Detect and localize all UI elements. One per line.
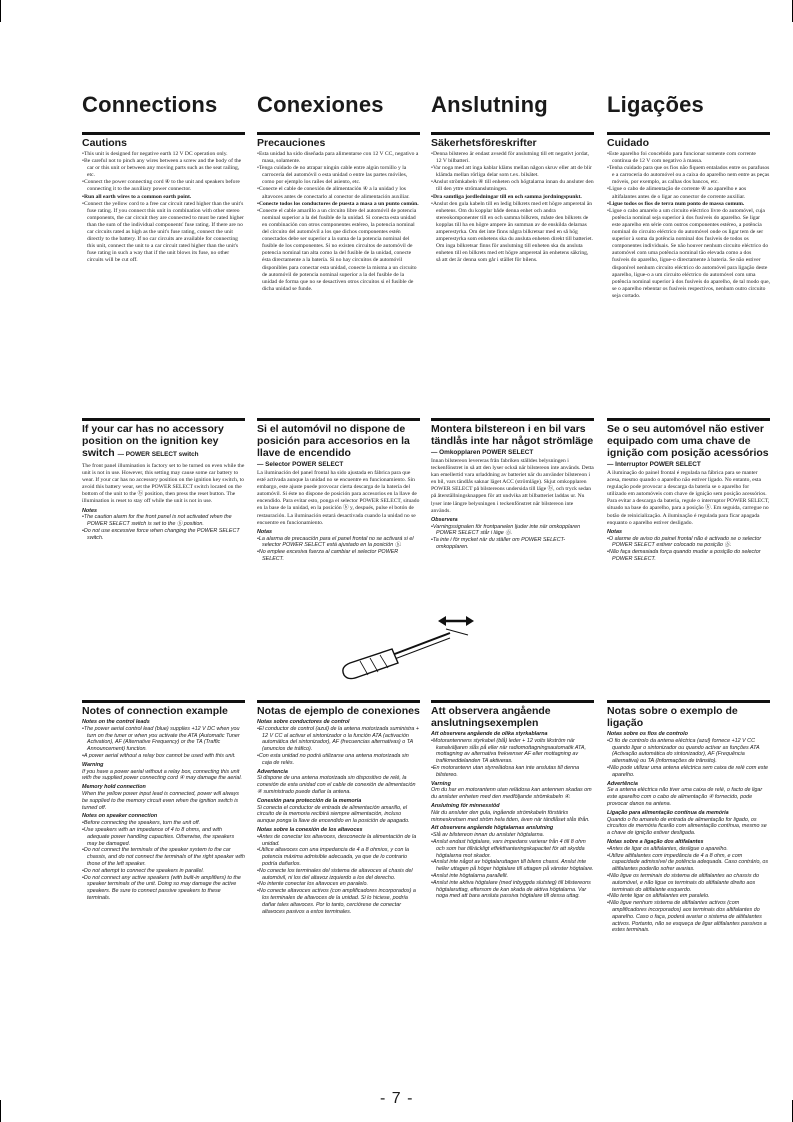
list-item: • Var noga med att inga kablar kläms mellan någon skruv eller att de blir klämda mellan rörliga delar som t.ex. bilsätet. [431,165,594,179]
block-text: Se a antena eléctrica não tiver uma caixa de relé, o facto de ligar este aparelho com o cabo de alimentação ④ fornecido, pode provocar danos na antena. [607,787,763,807]
section-heading: Se o seu automóvel não estiver equipado com uma chave de ignição com posição acessórios [607,423,769,459]
list-item: • Tenga cuidado de no atrapar ningún cable entre algún tornillo y la carrocería del automóvil o esta unidad o entre las partes móviles, como por ejemplo los raíles del asiento, etc. [257,165,420,186]
list-item: • Run all earth wires to a common earth point. [82,194,245,201]
note-item: • El conductor de control (azul) de la antena motorizada suministra + 12 V CC al activar el sintonizador o la función ATA (activación automática del sintonizador), AF (frecuencias alternativas) o TA (anuncios de tráfico). [257,726,420,753]
list-item: • Ligue o cabo de alimentação de corrente ④ ao aparelho e aos altifalantes antes de o ligar ao conector de corrente auxiliar. [607,186,770,200]
switch-arrow-icon [438,616,474,635]
note-item: • La alarma de precaución para el panel frontal no se activará si el selector POWER SELECT está ajustado en la posición ⓑ. [257,536,420,550]
block-heading: Advertência [607,780,638,787]
notes-label: Notas [257,528,272,535]
acc-pt [607,418,770,563]
list-item: • Tenha cuidado para que os fios não fiquem entalados entre os parafusos e a carroceria do automóvel ou a caixa do aparelho nem entre as peças móveis, por exemplo, as calhas dos bancos, etc. [607,165,770,186]
body-text: La iluminación del panel frontal ha sido ajustada en fábrica para que esté activada aunque la unidad no se encuentre en funcionamiento. Sin embargo, este ajuste puede provocar cierta descarga de la batería del automóvil. Si éste no dispone de posición para accesorios en la llave de encendido. Para evitar esto, ponga el selector POWER SELECT, situado en la base de la unidad, en la posición ⓑ y, después, pulse el botón de restauración. La iluminación estará desactivada cuando la unidad no se encuentre en funcionamiento. [257,470,420,526]
note-item: • No emplee excesiva fuerza al cambiar el selector POWER SELECT. [257,549,420,563]
note-item: • Antes de ligar os altifalantes, desligue o aparelho. [607,846,770,853]
list-item: • Connect the power connecting cord ④ to the unit and speakers before connecting it to the auxiliary power connector. [82,179,245,193]
note-item: • No conecte altavoces activos (con amplificadores incorporados) a los terminales de altavoces de la unidad. Si lo hiciese, podría dañar tales altavoces. Por lo tanto, cerciórese de conectar altavoces pasivos a estos terminales. [257,888,420,915]
block-heading: Conexión para protección de la memoria [257,797,362,804]
note-item: • Não tente ligar os altifalantes em paralelo. [607,893,770,900]
body-text: Innan bilstereon levereras från fabriken ställdes belysningen i teckenfönstret in så att den lyser också när bilstereon inte används. Detta kan emellertid vara urladdning av batteriet när du använder bilstereon i en bil, vars tändlås saknar läget ACC (strömläge). Skjut omkopplaren POWER SELECT på bilstereons undersida till läge ⓑ, och tryck sedan på återställningsknappen för att undvika att bilbatteriet laddas ur. Nu lyser inte längre belysningen i teckenfönstret när bilstereon inte används. [431,458,594,514]
note-item: • Utilize altifalantes com impedância de 4 a 8 ohm, e com capacidade admissível de potência adequada. Caso contrário, os altifalantes poderão sofrer avarias. [607,853,770,873]
section-heading: Montera bilstereon i en bil vars tändlås inte har något strömläge [431,423,594,447]
block-heading: Att observera angående de olika styrkablarna [431,731,548,737]
example-sv [431,700,594,900]
crop-mark-bottom-left [0,1100,1,1122]
note-item: • O fio de controlo da antena eléctrica (azul) fornece +12 V CC quando ligar o sintonizador ou quando activar as funções ATA (Activação automática do sintonizador), AF (Frequência alternativa) ou TA (Informações de trânsito). [607,738,770,765]
section-heading: Att observera angående anslutningsexemplen [431,705,551,729]
list-item: • Dra samtliga jordledningar till en och samma jordningspunkt. [431,194,594,201]
note-item: • Anslut inte högtalarna parallellt. [431,873,594,880]
section-rule [607,418,770,421]
list-item: • Ligue todos os fios de terra num ponto de massa comum. [607,201,770,208]
block-heading: Memory hold connection [82,784,146,791]
notes-label: Observera [431,516,458,523]
list-item: • Conecte el cable amarillo a un circuito libre del automóvil de potencia nominal superior a la del fusible de la unidad. Si conecta esta unidad en combinación con otros componentes estéreo, la potencia nominal del circuito del automóvil a los que dichos componentes estén conectados debe ser superior a la suma de la potencia nominal del fusible de los componentes. Si no existen circuitos de automóvil de potencia nominal tan alta como la del fusible de la unidad, conecte ésta directamente a la batería. Si no hay circuitos de automóvil disponibles para conectar esta unidad, conecte la misma a un circuito de automóvil de potencia nominal superior a la del fusible de la unidad de forma que no se desactiven otros circuitos si el fusible de dicha unidad se funde. [257,208,420,293]
section-rule [607,132,770,135]
section-rule [431,700,594,703]
list-item: • Connect the yellow cord to a free car circuit rated higher than the unit's fuse rating. If you connect this unit in combination with other stereo components, the car circuit they are connected to must be rated higher than the sum of the individual components' fuse rating. If there are no car circuits rated as high as the unit's fuse rating, connect the unit directly to the battery. If no car circuits are available for connecting this unit, connect the unit to a car circuit rated higher than the unit's fuse rating in such a way that if the unit blows its fuse, no other circuits will be cut off. [82,201,245,265]
note-item: • Slå av bilstereon innan du ansluter högtalarna. [431,832,594,839]
cautions-es [257,132,420,293]
note-item: • The caution alarm for the front panel is not activated when the POWER SELECT switch is set to the ⓑ position. [82,514,245,528]
section-rule [431,418,594,421]
note-item: • Before connecting the speakers, turn the unit off. [82,820,245,827]
block-text: När du ansluter den gula, ingående strömkabeln förstärks minneskretsen med ström hela tiden, även när tändlåset slås ifrån. [431,809,590,823]
switch-illustration [330,605,480,683]
acc-en [82,418,245,542]
block-heading: Notas sobre os fios de controlo [607,731,688,737]
screwdriver-icon [343,633,450,679]
block-text: Si conecta el conductor de entrada de alimentación amarillo, el circuito de la memoria recibirá siempre alimentación, incluso aunque ponga la llave de encendido en la posición de apagado. [257,804,410,825]
note-item: • Não ligue nenhum sistema de altifalantes activos (com amplificadores incorporados) aos terminais dos altifalantes do aparelho. Caso o faça, poderá avariar o sistema de altifalantes activos. Portanto, não se esqueça de ligar altifalantes passivos a estes terminais. [607,900,770,934]
block-heading: Att observera angående högtalarnas anslutning [431,825,554,832]
heading-text: If your car has no accessory position on the ignition key switch [82,423,224,459]
note-item: • A power aerial without a relay box cannot be used with this unit. [82,753,245,760]
example-en [82,700,245,902]
note-item: • Con esta unidad no podrá utilizarse una antena motorizada sin caja de relés. [257,753,420,767]
section-rule [82,418,245,421]
section-heading: Notas sobre o exemplo de ligação [607,705,738,729]
note-item: • En motorantenn utan styrrelädosa kan inte anslutas till denna bilstereo. [431,765,594,779]
block-text: Quando o fio amarelo de entrada de alimentação for ligado, os circuitos de memória ficarão com alimentação contínua, mesmo se a chave de ignição estiver desligada. [607,816,767,837]
list-item: • Anslut den gula kabeln till en ledig bilkrets med ett högre amperetal än enhetens. Om du kopplar både denna enhet och andra stereokomponenter till en och samma bilkrets, måste den bilkrets de kopplas till ha en högre ampere än summan av de enskilda delarnas amperestyrka. Om det inte finns några bilkretsar med en så hög amperestyrka som enhetens ska du ansluta enheten direkt till batteriet. Om inga bilkretsar finns för anslutning till enheten ska du ansluta enheten till en bilkrets med ett högre amperetal än enhetens säkring, så att det är denna som går i stället för bilens. [431,201,594,265]
note-item: • Anslut inte något av högtalaruttagen till bilens chassi. Anslut inte heller uttagen på höger högtalare till uttagen på vänster högtalare. [431,859,594,873]
note-item: • Do not connect any active speakers (with built-in amplifiers) to the speaker terminals of the unit. Doing so may damage the active speakers. Be sure to connect passive speakers to these terminals. [82,875,245,902]
example-pt [607,700,770,934]
note-item: • Use speakers with an impedance of 4 to 8 ohms, and with adequate power handling capacities. Otherwise, the speakers may be damaged. [82,827,245,847]
section-rule [257,132,420,135]
block-heading: Notes on speaker connection [82,813,158,820]
section-rule [82,132,245,135]
note-item: • O alarme de aviso do painel frontal não é activado se o selector POWER SELECT estiver colocado na posição ⓑ. [607,536,770,550]
list-item: • Be careful not to pinch any wires between a screw and the body of the car or this unit or between any moving parts such as the seat railing, etc. [82,158,245,179]
block-heading: Notes on the control leads [82,719,150,725]
title-connections: Connections [82,92,218,117]
note-item: • Varningssignalen för frontpanelen ljuder inte när omkopplaren POWER SELECT står i läge ⓑ. [431,524,594,538]
crop-mark-top-left [0,0,1,22]
section-heading: Säkerhetsföreskrifter [431,137,537,149]
list-item: • Ligue o cabo amarelo a um circuito eléctrico livre do automóvel, cuja potência nominal seja superior à dos fusíveis do aparelho. Se ligar este aparelho em série com outros componentes estéreo, a potência nominal do circuito eléctrico do automóvel onde os ligar tem de ser superior à soma da potência nominal dos fusíveis de todos os componentes individuais. Se não houver nenhum circuito eléctrico do automóvel com uma potência nominal tão elevada como a dos fusíveis do aparelho, ligue-o directamente à bateria. Se não estiver disponível nenhum circuito eléctrico do automóvel para ligação deste aparelho, ligue-o a um circuito eléctrico do automóvel com uma potência nominal superior à dos fusíveis do aparelho, de tal modo que, se o aparelho rebentar os fusíveis respectivos, nenhum outro circuito seja cortado. [607,208,770,300]
list-item: • Conecte todos los conductores de puesta a masa a un punto común. [257,201,420,208]
list-item: • Esta unidad ha sido diseñada para alimentarse con 12 V CC, negativo a masa, solamente. [257,151,420,165]
title-ligacoes: Ligações [607,92,704,117]
note-item: • Anslut endast högtalare, vars impedans varierar från 4 till 8 ohm och som har tillräckligt effekthanteringskapacitet för att skydda högtalarna mot skador. [431,839,594,859]
note-item: • Ta inte i för mycket när du ställer om POWER SELECT-omkopplaren. [431,537,594,551]
section-heading: Notas de ejemplo de conexiones [257,705,420,717]
note-item: • Não faça demasiada força quando mudar a posição do selector POWER SELECT. [607,549,770,563]
note-item: • Utilice altavoces con una impedancia de 4 a 8 ohmios, y con la potencia máxima admisible adecuada, ya que de lo contrario podría dañarlos. [257,847,420,867]
cautions-pt [607,132,770,300]
section-heading [82,423,245,461]
body-text: The front panel illumination is factory set to be turned on even while the unit is not in use. However, this setting may cause some car battery to wear. If your car has no accessory position on the ignition key switch, to avoid this battery wear, set the POWER SELECT switch located on the bottom of the unit to the ⓑ position, then press the reset button. The illumination is reset to stay off while the unit is not in use. [82,463,245,505]
note-item: • Do not attempt to connect the speakers in parallel. [82,868,245,875]
section-heading: Precauciones [257,137,326,149]
title-conexiones: Conexiones [257,92,384,117]
block-heading: Warning [82,761,104,768]
note-item: • No intente conectar los altavoces en paralelo. [257,881,420,888]
page-number: - 7 - [380,1090,414,1107]
note-item: • Antes de conectar los altavoces, desconecte la alimentación de la unidad. [257,834,420,848]
section-heading: Si el automóvil no dispone de posición para accesorios en la llave de encendido [257,423,410,459]
example-es [257,700,420,915]
title-anslutning: Anslutning [431,92,548,117]
block-heading: Varning [431,780,451,787]
note-item: • Anslut inte aktiva högtalare (med inbyggda slutsteg) till bilstereons högtalaruttag, eftersom de kan skada de aktiva högtalarna. Var noga med att bara ansluta passiva högtalare till dessa uttag. [431,880,594,900]
note-item: • Não ligue os terminais do sistema de altifalantes ao chassis do automóvel, e não ligue os terminais do altifalante direito aos terminais do altifalante esquerdo. [607,873,770,893]
acc-sv [431,418,594,551]
list-item: • Anslut strömkabeln ④ till enheten och högtalarna innan du ansluter den till den yttre strömanslutningen. [431,179,594,193]
section-heading: Cuidado [607,137,649,149]
section-rule [82,700,245,703]
note-item: • Do not use excessive force when changing the POWER SELECT switch. [82,528,245,542]
section-rule [607,700,770,703]
block-heading: Notas sobre a ligação dos altifalantes [607,838,704,845]
notes-label: Notes [82,507,97,514]
cautions-sv [431,132,594,265]
section-rule [257,700,420,703]
list-item: • Conecte el cable de conexión de alimentación ④ a la unidad y los altavoces antes de conectarlo al conector de alimentación auxiliar. [257,186,420,200]
list-item: • This unit is designed for negative earth 12 V DC operation only. [82,151,245,158]
cautions-en [82,132,245,265]
block-text: Si dispone de una antena motorizada sin dispositivo de relé, la conexión de esta unidad con el cable de conexión de alimentación ④ suministrado puede dañar la antena. [257,775,416,795]
note-item: • The power aerial control lead (blue) supplies +12 V DC when you turn on the tuner or when you activate the ATA (Automatic Tuner Activation), AF (Alternative Frequency) or the TA (Traffic Announcement) function. [82,726,245,753]
heading-suffix: — POWER SELECT switch [117,451,199,458]
section-subheading: — Omkopplaren POWER SELECT [431,449,534,456]
section-heading: Notes of connection example [82,705,228,717]
list-item: • Este aparelho foi concebido para funcionar somente com corrente contínua de 12 V com negativo à massa. [607,151,770,165]
body-text: A iluminação do painel frontal é regulada na fábrica para se manter acesa, mesmo quando o aparelho não estiver ligado. No entanto, esta regulação pode provocar a descarga da bateria se o aparelho for utilizado em automóveis com chave de ignição sem posição acessórios. Para evitar a descarga da bateria, regule o interruptor POWER SELECT, situado na base do aparelho, para a posição ⓑ. Em seguida, carregue no botão de reinicialização. A iluminação é regulada para ficar apagada enquanto o aparelho estiver desligado. [607,470,770,526]
section-rule [257,418,420,421]
section-subheading: — Selector POWER SELECT [257,461,344,468]
block-heading: Advertencia [257,768,288,775]
notes-label: Notas [607,528,622,535]
section-heading: Cautions [82,137,127,149]
block-heading: Anslutning för minnesstöd [431,802,500,809]
note-item: • No conecte los terminales del sistema de altavoces al chasis del automóvil, ni los del altavoz izquierdo a los del derecho. [257,868,420,882]
block-heading: Notas sobre conductores de control [257,719,350,725]
section-subheading: — Interruptor POWER SELECT [607,461,701,468]
note-item: • Do not connect the terminals of the speaker system to the car chassis, and do not connect the terminals of the right speaker with those of the left speaker. [82,847,245,867]
block-text: When the yellow power input lead is connected, power will always be supplied to the memory circuit even when the ignition switch is turned off. [82,790,240,811]
block-text: Om du har en motorantenn utan relädosa kan antennen skadas om du ansluter enheten med den medföljande strömkabeln ④. [431,787,592,801]
note-item: • Não pode utilizar uma antena eléctrica sem caixa de relé com este aparelho. [607,765,770,779]
note-item: • Motorantennens styrkabel (blå) leder + 12 volts likström när kanalväljaren slås på eller när radiomottagningsautomatik ATA, mottagning av alternativa frekvenser AF eller mottagning av trafikmeddelanden TA aktiveras. [431,738,594,765]
block-heading: Ligação para alimentação contínua da memória [607,809,729,816]
section-rule [431,132,594,135]
block-text: If you have a power aerial without a relay box, connecting this unit with the supplied power connecting cord ④ may damage the aerial. [82,768,243,782]
list-item: • Denna bilstereo är endast avsedd för anslutning till ett negativt jordat, 12 V bilbatteri. [431,151,594,165]
block-heading: Notas sobre la conexión de los altavoces [257,826,363,833]
acc-es [257,418,420,563]
